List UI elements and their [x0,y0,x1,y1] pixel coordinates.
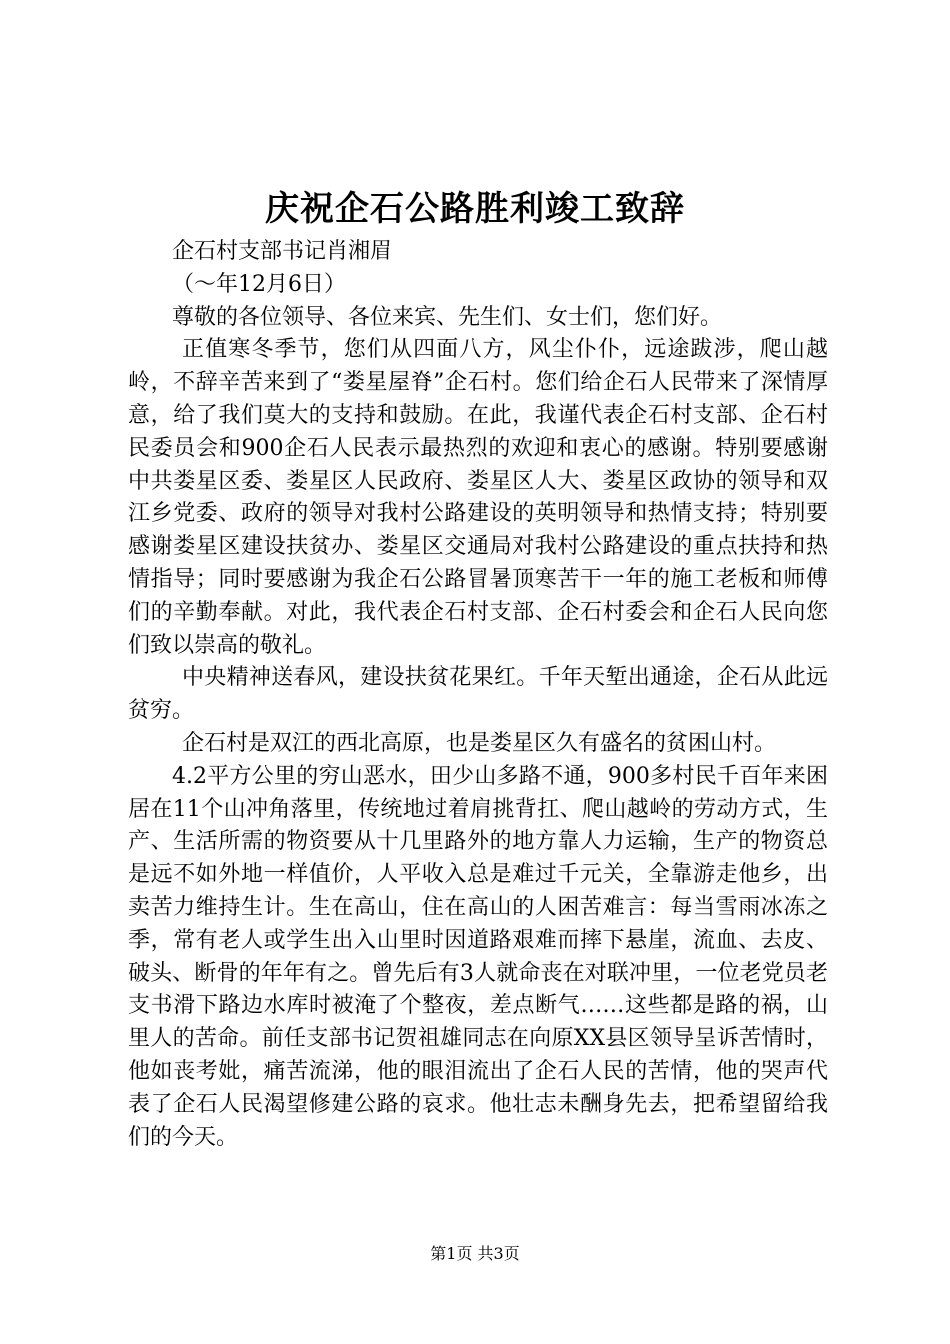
paragraph: 企石村是双江的西北高原，也是娄星区久有盛名的贫困山村。 [182,730,777,756]
author-line: 企石村支部书记肖湘眉 [172,239,393,264]
greeting-line: 尊敬的各位领导、各位来宾、先生们、女士们，您们好。 [172,304,723,330]
paragraph: 4.2平方公里的穷山恶水，田少山多路不通，900多村民千百年来困居在11个山冲角落里，传统地过着肩挑背扛、爬山越岭的劳动方式，生产、生活所需的物资要从十几里路外的地方靠人力运输，生产的物资总是远不如外地一样值价，人平收入总是难过千元关，全靠游走他乡，出卖苦力维持生计。生在高山，住在高山的人困苦难言：每当雪雨冰冻之季，常有老人或学生出入山里时因道路艰难而摔下悬崖，流血、去皮、破头、断骨的年年有之。曾先后有3人就命丧在对联冲里，一位老党员老支书滑下路边水库时被淹了个整夜，差点断气……这些都是路的祸，山里人的苦命。前任支部书记贺祖雄同志在向原XX县区领导呈诉苦情时，他如丧考妣，痛苦流涕，他的眼泪流出了企石人民的苦情，他的哭声代表了企石人民渴望修建公路的哀求。他壮志未酬身先去，把希望留给我们的今天。 [128,763,828,1150]
document-title: 庆祝企石公路胜利竣工致辞 [265,189,685,229]
paragraph: 中央精神送春风，建设扶贫花果红。千年天堑出通途，企石从此远贫穷。 [128,665,828,724]
page-number-footer: 第1页 共3页 [430,1244,520,1263]
document-body [128,236,828,1154]
date-line: （～年12月6日） [172,271,346,297]
paragraph: 正值寒冬季节，您们从四面八方，风尘仆仆，远途跋涉，爬山越岭，不辞辛苦来到了“娄星屋脊”企石村。您们给企石人民带来了深情厚意，给了我们莫大的支持和鼓励。在此，我谨代表企石村支部、企石村民委员会和900企石人民表示最热烈的欢迎和衷心的感谢。特别要感谢中共娄星区委、娄星区人民政府、娄星区人大、娄星区政协的领导和双江乡党委、政府的领导对我村公路建设的英明领导和热情支持；特别要感谢娄星区建设扶贫办、娄星区交通局对我村公路建设的重点扶持和热情指导；同时要感谢为我企石公路冒暑顶寒苦干一年的施工老板和师傅们的辛勤奉献。对此，我代表企石村支部、企石村委会和企石人民向您们致以崇高的敬礼。 [128,337,828,658]
